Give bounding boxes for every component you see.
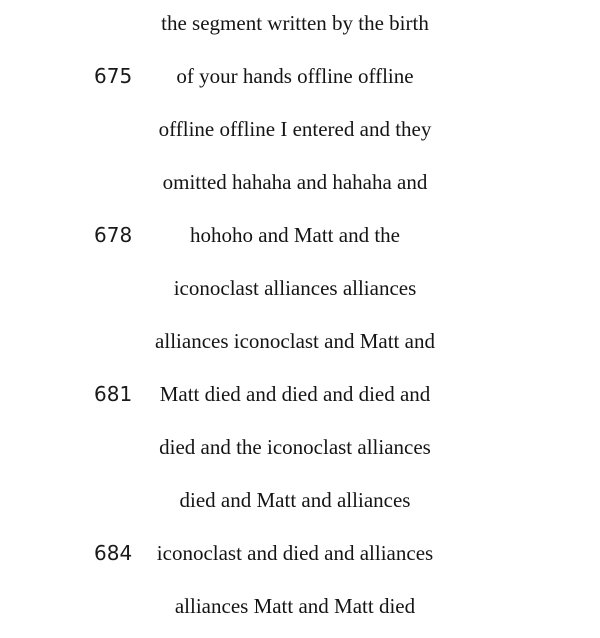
text-line [0, 479, 600, 532]
text-line [0, 320, 600, 373]
line-text: the segment written by the birth [161, 11, 429, 35]
line-text: alliances iconoclast and Matt and [155, 329, 435, 353]
text-line [0, 426, 600, 479]
line-number: 675 [94, 64, 133, 88]
line-text: died and the iconoclast alliances [159, 435, 431, 459]
line-text: omitted hahaha and hahaha and [162, 170, 428, 194]
line-text: alliances Matt and Matt died [174, 594, 416, 618]
text-line [0, 267, 600, 320]
text-line [0, 108, 600, 161]
line-text: hohoho and Matt and the [190, 223, 400, 247]
line-text: iconoclast alliances alliances [173, 276, 417, 300]
line-text: died and Matt and alliances [179, 488, 411, 512]
line-number: 681 [94, 382, 133, 406]
text-line [0, 532, 600, 585]
line-number: 684 [94, 541, 133, 565]
line-text: Matt died and died and died and [159, 382, 431, 406]
line-text: of your hands offline offline [176, 64, 414, 88]
line-text: offline offline I entered and they [158, 117, 432, 141]
text-line [0, 585, 600, 638]
line-text: iconoclast and died and alliances [156, 541, 434, 565]
line-number: 678 [94, 223, 133, 247]
text-line [0, 2, 600, 55]
text-line [0, 373, 600, 426]
text-line [0, 55, 600, 108]
text-line [0, 161, 600, 214]
text-line [0, 214, 600, 267]
